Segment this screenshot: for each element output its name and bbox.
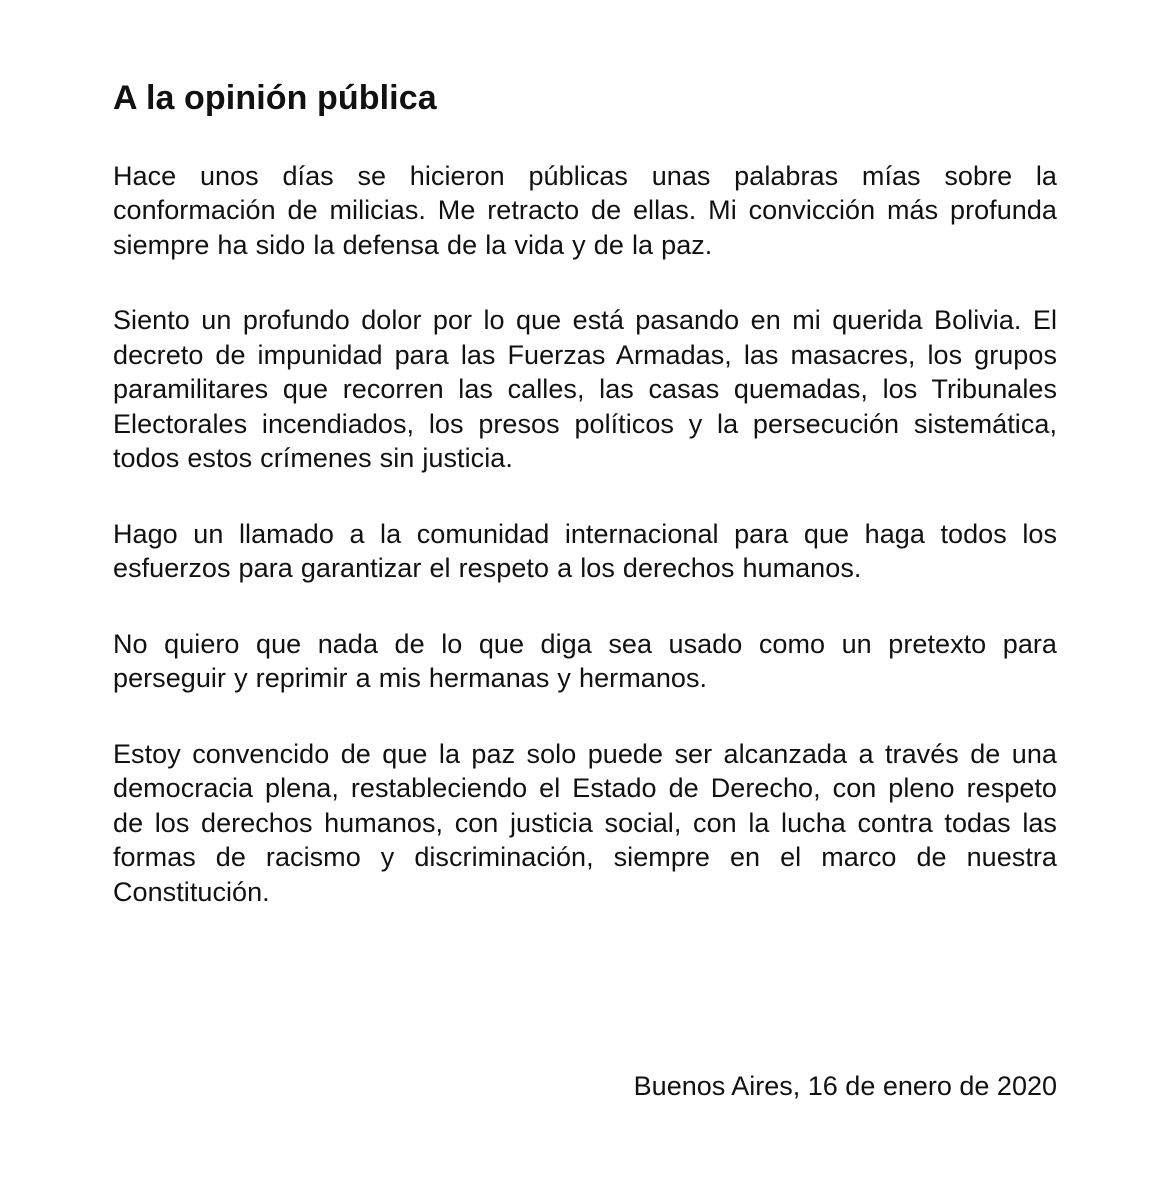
letter-body [113,78,1057,950]
paragraph-retraction: Hace unos días se hicieron públicas unas palabras mías sobre la conformación de milicias. Me retracto de ellas. Mi convicción más profunda siempre ha sido la defensa de la vida y de la paz. [113,160,1057,260]
paragraph-bolivia: Siento un profundo dolor por lo que está pasando en mi querida Bolivia. El decreto de impunidad para las Fuerzas Armadas, las masacres, los grupos paramilitares que recorren las calles, las casas quemadas, los Tribunales Electorales incendiados, los presos políticos y la persecución sistemática, todos estos crímenes sin justicia. [113,305,1057,474]
place-date-line: Buenos Aires, 16 de enero de 2020 [633,1071,1057,1101]
paragraph-peace-democracy: Estoy convencido de que la paz solo puede ser alcanzada a través de una democracia plena, restableciendo el Estado de Derecho, con pleno respeto de los derechos humanos, con justicia social, con la lucha contra todas las formas de racismo y discriminación, siempre en el marco de nuestra Constitución. [113,738,1057,907]
paragraph-no-pretext: No quiero que nada de lo que diga sea usado como un pretexto para perseguir y reprimir a mis hermanas y hermanos. [113,628,1057,694]
paragraph-international-call: Hago un llamado a la comunidad internacional para que haga todos los esfuerzos para garantizar el respeto a los derechos humanos. [113,518,1057,584]
page-title: A la opinión pública [113,79,437,117]
